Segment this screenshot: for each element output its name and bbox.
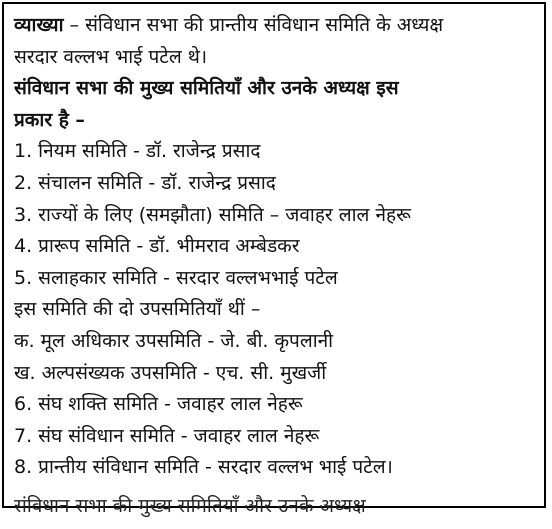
list-item-union-constitution-committee: 7. संघ संविधान समिति - जवाहर लाल नेहरू xyxy=(14,424,320,447)
list-item-minorities-subcommittee: ख. अल्पसंख्यक उपसमिति - एच. सी. मुखर्जी xyxy=(14,361,327,384)
list-item-rules-committee: 1. नियम समिति - डॉ. राजेन्द्र प्रसाद xyxy=(14,140,261,163)
list-item-steering-committee: 2. संचालन समिति - डॉ. राजेन्द्र प्रसाद xyxy=(14,171,276,194)
subcommittees-intro: इस समिति की दो उपसमितियाँ थीं – xyxy=(14,298,261,321)
list-item-advisory-committee: 5. सलाहकार समिति - सरदार वल्लभभाई पटेल xyxy=(14,266,338,289)
list-item-provincial-constitution-committee: 8. प्रान्तीय संविधान समिति - सरदार वल्लभ भाई पटेल। xyxy=(14,456,393,479)
list-item-union-powers-committee: 6. संघ शक्ति समिति - जवाहर लाल नेहरू xyxy=(14,393,303,416)
explanation-line-2: सरदार वल्लभ भाई पटेल थे। xyxy=(14,45,208,68)
cutoff-next-line: संविधान सभा की मुख्य समितियाँ और उनके अध्यक्ष xyxy=(14,495,366,517)
list-item-states-committee: 3. राज्यों के लिए (समझौता) समिति – जवाहर लाल नेहरू xyxy=(14,203,411,226)
explanation-line-1 xyxy=(14,10,536,42)
explanation-text: – संविधान सभा की प्रान्तीय संविधान समिति के अध्यक्ष xyxy=(63,14,444,36)
committees-heading-line-2: प्रकार है – xyxy=(14,108,85,131)
list-item-drafting-committee: 4. प्रारूप समिति - डॉ. भीमराव अम्बेडकर xyxy=(14,235,300,258)
explanation-box xyxy=(2,2,546,508)
explanation-label: व्याख्या xyxy=(14,14,64,36)
list-item-fundamental-rights-subcommittee: क. मूल अधिकार उपसमिति - जे. बी. कृपलानी xyxy=(14,329,334,352)
committees-heading-line-1: संविधान सभा की मुख्य समितियाँ और उनके अध्यक्ष इस xyxy=(14,77,399,100)
